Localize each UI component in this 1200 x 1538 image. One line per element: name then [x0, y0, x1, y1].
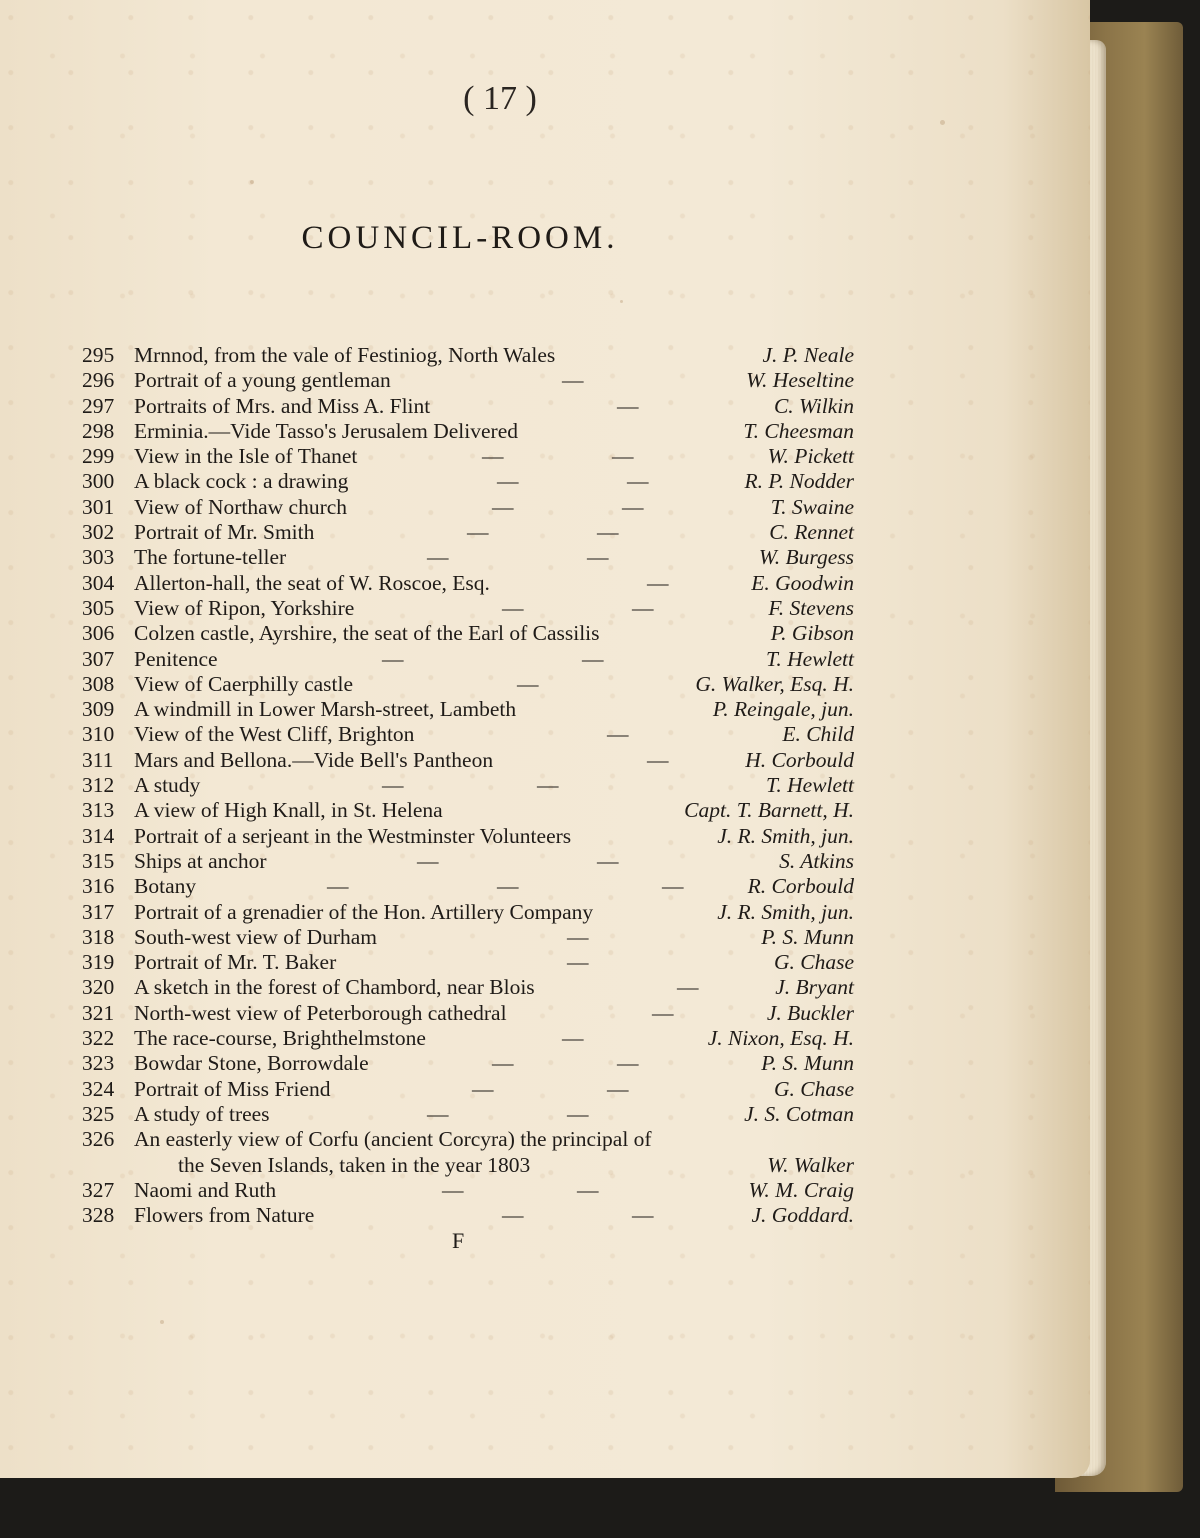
entry-title: A view of High Knall, in St. Helena: [134, 798, 443, 823]
entry-number: 301: [82, 494, 115, 519]
page-number: ( 17 ): [463, 80, 537, 117]
leader-dash: —: [652, 1000, 674, 1025]
entry-title: Mars and Bellona.—Vide Bell's Pantheon: [134, 747, 494, 772]
entry-title: Colzen castle, Ayrshire, the seat of the Earl of Cassilis: [134, 621, 600, 646]
entry-number: 322: [82, 1026, 115, 1051]
signature-mark: F: [452, 1228, 465, 1253]
leader-dash: —: [567, 950, 589, 975]
entry-title: Naomi and Ruth: [134, 1177, 277, 1202]
leader-dash: —: [567, 924, 589, 949]
leader-dash: —: [497, 469, 519, 494]
entry-artist: G. Chase: [773, 1076, 854, 1101]
entry-title: Mrnnod, from the vale of Festiniog, North Wales: [134, 343, 556, 367]
entry-number: 307: [82, 646, 115, 671]
catalogue-entry: [82, 824, 872, 849]
entry-number: 321: [82, 1000, 115, 1025]
leader-dash: —: [382, 646, 404, 671]
entry-artist: T. Cheesman: [743, 418, 854, 443]
entry-title: View of Ripon, Yorkshire: [134, 595, 355, 620]
catalogue-entry: [82, 925, 872, 950]
leader-dash: —: [562, 1026, 584, 1051]
entry-number: 306: [82, 621, 115, 646]
catalogue-entry: [82, 950, 872, 975]
catalogue-entry: [82, 343, 872, 368]
leader-dash: —: [622, 494, 644, 519]
leader-dash: —: [492, 1051, 514, 1076]
entry-number: 323: [82, 1051, 115, 1076]
entry-number: 302: [82, 520, 115, 545]
entry-artist: P. Gibson: [770, 621, 854, 646]
entry-title: Portraits of Mrs. and Miss A. Flint: [134, 393, 431, 418]
catalogue-entry: [82, 419, 872, 444]
entry-title: Portrait of Miss Friend: [134, 1076, 331, 1101]
entry-number: 298: [82, 418, 115, 443]
entry-number: 324: [82, 1076, 115, 1101]
leader-dash: —: [612, 444, 634, 469]
catalogue-entry: [82, 773, 872, 798]
entry-number: 308: [82, 671, 115, 696]
entry-artist: J. Goddard.: [751, 1203, 854, 1228]
catalogue-entry: [82, 1203, 872, 1228]
entry-artist: J. R. Smith, jun.: [717, 823, 854, 848]
entry-artist: J. P. Neale: [762, 343, 854, 367]
leader-dash: —: [617, 393, 639, 418]
leader-dash: —: [442, 1177, 464, 1202]
leader-dash: —: [662, 874, 684, 899]
leader-dash: —: [382, 773, 404, 798]
entry-number: 315: [82, 848, 115, 873]
entry-title: Portrait of Mr. T. Baker: [134, 950, 337, 975]
leader-dash: —: [427, 545, 449, 570]
entry-number: 300: [82, 469, 115, 494]
catalogue-entry: [82, 495, 872, 520]
entry-artist: E. Goodwin: [751, 570, 854, 595]
leader-dash: —: [597, 520, 619, 545]
leader-dash: —: [677, 975, 699, 1000]
entry-title: A sketch in the forest of Chambord, near Blois: [134, 975, 535, 1000]
leader-dash: —: [582, 646, 604, 671]
entry-artist: R. P. Nodder: [744, 469, 854, 494]
leader-dash: —: [607, 1076, 629, 1101]
leader-dash: —: [597, 848, 619, 873]
entry-title: View of the West Cliff, Brighton: [134, 722, 415, 747]
entry-number: 314: [82, 823, 115, 848]
entry-number: 325: [82, 1101, 115, 1126]
entry-number: 328: [82, 1203, 115, 1228]
leader-dash: —: [632, 1203, 654, 1228]
foxing-spot: [620, 300, 623, 303]
entry-artist: H. Corbould: [745, 747, 854, 772]
catalogue-entry: [82, 394, 872, 419]
catalogue-entry: [82, 1178, 872, 1203]
entry-artist: P. Reingale, jun.: [712, 697, 854, 722]
catalogue-entry: [82, 849, 872, 874]
leader-dash: —: [627, 469, 649, 494]
entry-title: A black cock : a drawing: [134, 469, 349, 494]
entry-number: 317: [82, 899, 115, 924]
entry-title: View of Northaw church: [134, 494, 348, 519]
catalogue-entry: [82, 900, 872, 925]
leader-dash: —: [467, 520, 489, 545]
leader-dash: —: [502, 595, 524, 620]
catalogue-entry: [82, 596, 872, 621]
entry-title: Portrait of a grenadier of the Hon. Artillery Company: [134, 899, 594, 924]
entry-title: Portrait of Mr. Smith: [134, 520, 315, 545]
entry-artist: J. Nixon, Esq. H.: [707, 1026, 854, 1051]
entry-title: The fortune-teller: [134, 545, 287, 570]
leader-dash: —: [587, 545, 609, 570]
entry-artist: T. Swaine: [770, 494, 854, 519]
entry-title: Portrait of a young gentleman: [134, 368, 391, 393]
catalogue-entry: [82, 545, 872, 570]
leader-dash: —: [502, 1203, 524, 1228]
foxing-spot: [250, 180, 254, 184]
leader-dash: —: [562, 368, 584, 393]
catalogue-entry: [82, 444, 872, 469]
leader-dash: —: [617, 1051, 639, 1076]
entry-title: A study of trees: [134, 1101, 270, 1126]
entry-number: 309: [82, 697, 115, 722]
leader-dash: —: [567, 1101, 589, 1126]
entry-number: 326: [82, 1127, 115, 1152]
entry-artist: P. S. Munn: [761, 924, 854, 949]
entry-number: 310: [82, 722, 115, 747]
entry-number: 303: [82, 545, 115, 570]
catalogue-entry: [82, 469, 872, 494]
leader-dash: —: [497, 874, 519, 899]
entry-artist: S. Atkins: [779, 848, 854, 873]
entry-artist: C. Wilkin: [773, 393, 854, 418]
entry-number: 320: [82, 975, 115, 1000]
entry-title: Botany: [134, 874, 197, 899]
entry-title: Bowdar Stone, Borrowdale: [134, 1051, 369, 1076]
entry-title: A study: [134, 773, 201, 798]
catalogue-entry: [82, 520, 872, 545]
leader-dash: —: [472, 1076, 494, 1101]
entry-artist: J. S. Cotman: [744, 1101, 854, 1126]
entry-artist: J. Buckler: [766, 1000, 854, 1025]
entry-artist: Capt. T. Barnett, H.: [684, 798, 854, 823]
entry-artist: G. Walker, Esq. H.: [695, 671, 854, 696]
entry-number: 297: [82, 393, 115, 418]
leader-dash: —: [577, 1177, 599, 1202]
entry-artist: P. S. Munn: [761, 1051, 854, 1076]
entry-artist: T. Hewlett: [766, 773, 854, 798]
leader-dash: —: [607, 722, 629, 747]
catalogue-entry: [82, 571, 872, 596]
entry-artist: R. Corbould: [747, 874, 854, 899]
entry-number: 295: [82, 343, 115, 367]
entry-title: Allerton-hall, the seat of W. Roscoe, Esq.: [134, 570, 490, 595]
catalogue-entry: [82, 874, 872, 899]
leader-dash: —: [647, 747, 669, 772]
entry-artist: F. Stevens: [768, 595, 854, 620]
catalogue-entry: [82, 1001, 872, 1026]
catalogue-entry: [82, 1077, 872, 1102]
entry-artist: G. Chase: [773, 950, 854, 975]
entry-title-continued: the Seven Islands, taken in the year 1803: [178, 1152, 531, 1177]
entry-number: 319: [82, 950, 115, 975]
catalogue-entry: [82, 368, 872, 393]
catalogue-entry: [82, 748, 872, 773]
entry-title: North-west view of Peterborough cathedral: [134, 1000, 507, 1025]
entry-number: 296: [82, 368, 115, 393]
entry-artist: T. Hewlett: [766, 646, 854, 671]
entry-artist: W. Walker: [767, 1152, 854, 1177]
entry-title: Portrait of a serjeant in the Westminster Volunteers: [134, 823, 572, 848]
leader-dash: —: [427, 1101, 449, 1126]
catalogue-entry: [82, 1127, 872, 1178]
entry-title: South-west view of Durham: [134, 924, 378, 949]
entry-artist: J. R. Smith, jun.: [717, 899, 854, 924]
entry-number: 313: [82, 798, 115, 823]
leader-dash: —: [517, 671, 539, 696]
entry-title: Flowers from Nature: [134, 1203, 315, 1228]
catalogue-entry: [82, 722, 872, 747]
entry-title: View of Caerphilly castle: [134, 671, 354, 696]
catalogue-entry: [82, 697, 872, 722]
entry-number: 316: [82, 874, 115, 899]
entry-artist: C. Rennet: [769, 520, 854, 545]
entry-title: View in the Isle of Thanet: [134, 444, 358, 469]
catalogue-entry: [82, 798, 872, 823]
entry-artist: W. M. Craig: [748, 1177, 854, 1202]
leader-dash: —: [537, 773, 559, 798]
catalogue-entry: [82, 1102, 872, 1127]
catalogue-entry: [82, 621, 872, 646]
entry-artist: E. Child: [782, 722, 854, 747]
entry-number: 312: [82, 773, 115, 798]
entry-number: 305: [82, 595, 115, 620]
foxing-spot: [160, 1320, 164, 1324]
entry-title: Penitence: [134, 646, 218, 671]
entry-number: 304: [82, 570, 115, 595]
entry-title: Ships at anchor: [134, 848, 267, 873]
catalogue-entry: [82, 672, 872, 697]
leader-dash: —: [492, 494, 514, 519]
leader-dash: —: [647, 570, 669, 595]
entry-artist: W. Pickett: [767, 444, 854, 469]
entry-title: An easterly view of Corfu (ancient Corcyra) the principal of: [134, 1127, 652, 1152]
leader-dash: —: [482, 444, 504, 469]
foxing-spot: [940, 120, 945, 125]
entry-number: 299: [82, 444, 115, 469]
page-title: COUNCIL-ROOM.: [301, 220, 619, 256]
leader-dash: —: [327, 874, 349, 899]
entry-title: Erminia.—Vide Tasso's Jerusalem Delivered: [134, 418, 518, 443]
entry-number: 327: [82, 1177, 115, 1202]
leader-dash: —: [632, 595, 654, 620]
entry-artist: W. Heseltine: [746, 368, 854, 393]
entry-title: The race-course, Brighthelmstone: [134, 1026, 426, 1051]
catalogue-entry: [82, 1051, 872, 1076]
catalogue-list: [82, 343, 872, 1228]
entry-artist: J. Bryant: [775, 975, 854, 1000]
catalogue-entry: [82, 1026, 872, 1051]
entry-number: 318: [82, 924, 115, 949]
entry-number: 311: [82, 747, 114, 772]
entry-artist: W. Burgess: [758, 545, 854, 570]
catalogue-entry: [82, 647, 872, 672]
catalogue-entry: [82, 975, 872, 1000]
entry-title: A windmill in Lower Marsh-street, Lambeth: [134, 697, 517, 722]
leader-dash: —: [417, 848, 439, 873]
